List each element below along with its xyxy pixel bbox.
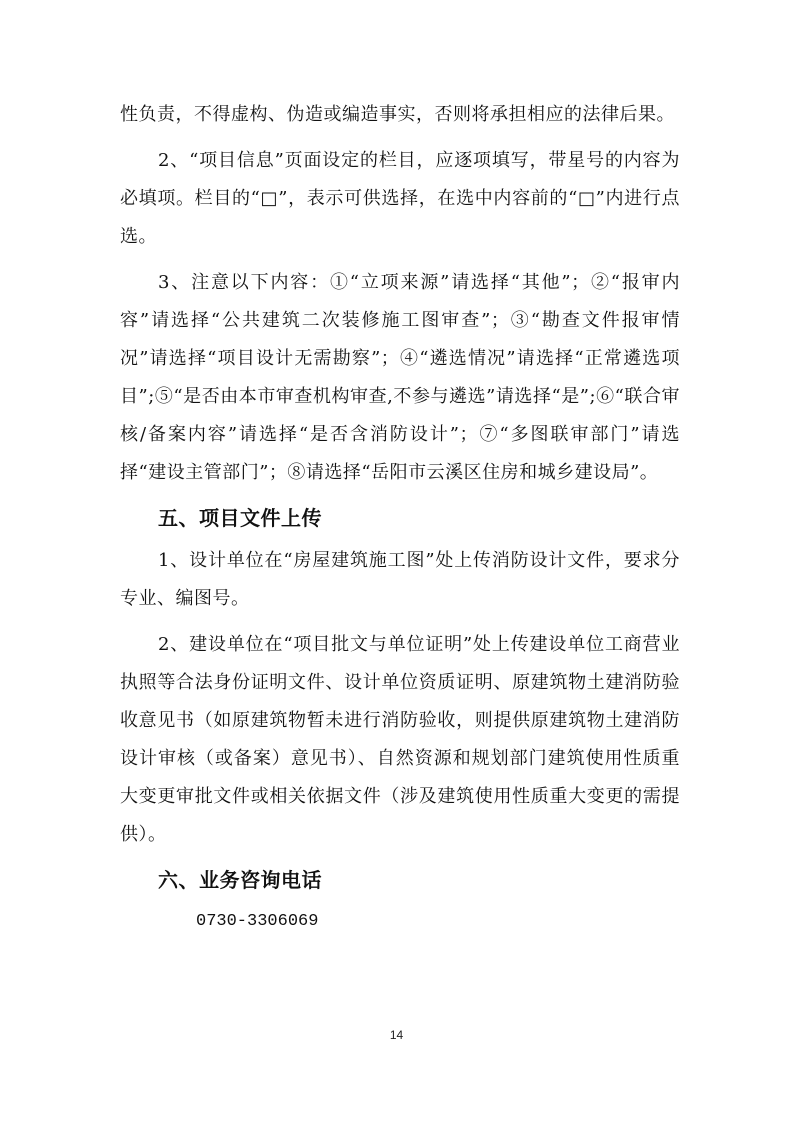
paragraph-liability: 性负责，不得虚构、伪造或编造事实，否则将承担相应的法律后果。 [120, 104, 675, 125]
heading-file-upload: 五、项目文件上传 [158, 506, 322, 530]
page-number: 14 [389, 1028, 404, 1042]
document-page [120, 96, 680, 940]
paragraph-notes: 3、注意以下内容：①“立项来源”请选择“其他”；②“报审内容”请选择“公共建筑二次装修施工图审查”；③“勘查文件报审情况”请选择“项目设计无需勘察”；④“遴选情况”请选择“正常遴选项目”;⑤“是否由本市审查机构审查,不参与遴选”请选择“是”;⑥“联合审核/备案内容”请选择“是否含消防设计”；⑦“多图联审部门”请选择“建设主管部门”；⑧请选择“岳阳市云溪区住房和城乡建设局”。 [120, 272, 680, 483]
paragraph-design-upload: 1、设计单位在“房屋建筑施工图”处上传消防设计文件，要求分专业、编图号。 [120, 550, 680, 609]
paragraph-project-info: 2、“项目信息”页面设定的栏目，应逐项填写，带星号的内容为必填项。栏目的“□”，表示可供选择，在选中内容前的“□”内进行点选。 [120, 150, 680, 247]
heading-consult-phone: 六、业务咨询电话 [158, 868, 322, 892]
consult-phone-number: 0730-3306069 [196, 912, 319, 931]
paragraph-construction-upload: 2、建设单位在“项目批文与单位证明”处上传建设单位工商营业执照等合法身份证明文件、设计单位资质证明、原建筑物土建消防验收意见书（如原建筑物暂未进行消防验收，则提供原建筑物土建消防设计审核（或备案）意见书）、自然资源和规划部门建筑使用性质重大变更审批文件或相关依据文件（涉及建筑使用性质重大变更的需提供）。 [120, 634, 680, 845]
